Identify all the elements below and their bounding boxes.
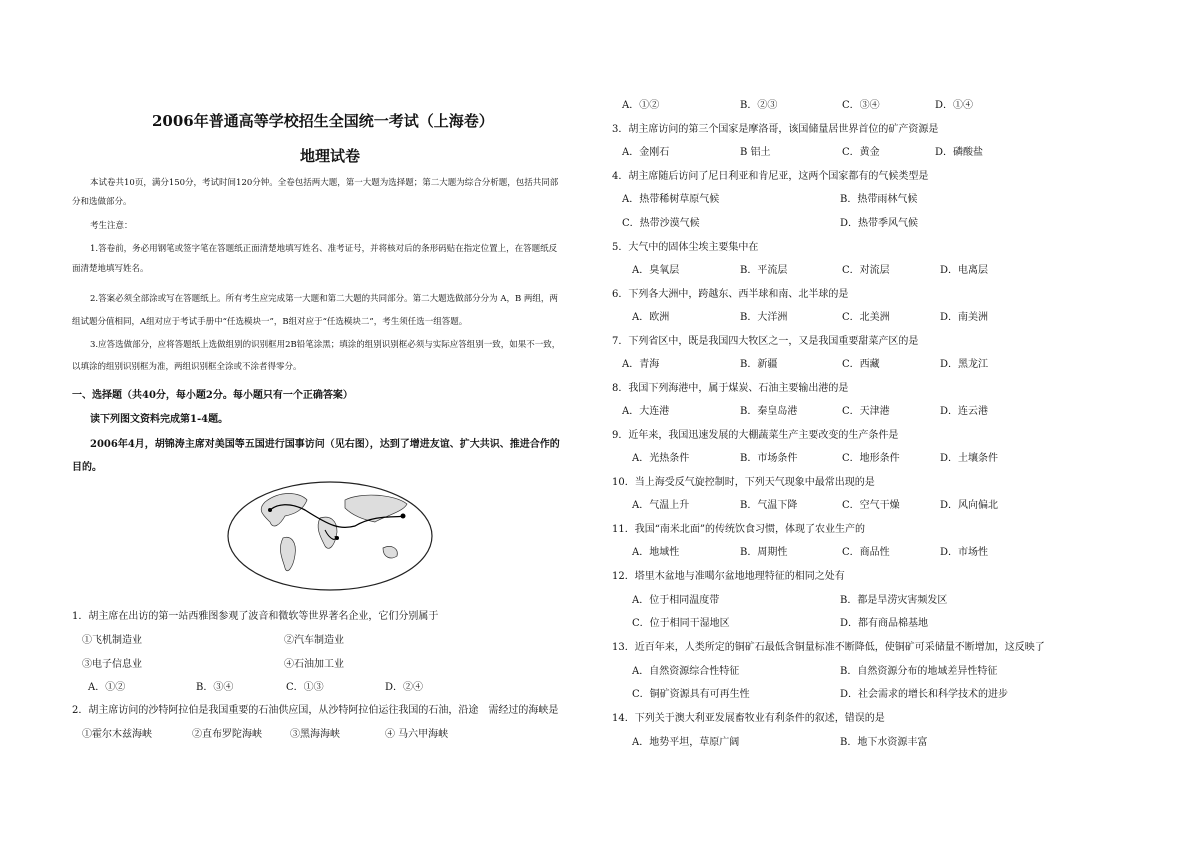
- q13-option-b: B．自然资源分布的地域差异性特征: [840, 666, 998, 677]
- q14-option-a: A．地势平坦，草原广阔: [632, 737, 740, 748]
- story-line-2: 目的。: [72, 462, 102, 473]
- q1-option-c: C．①③: [286, 682, 324, 693]
- question-12: 12．塔里木盆地与准噶尔盆地地理特征的相同之处有: [612, 571, 845, 582]
- q6-option-a: A．欧洲: [632, 312, 670, 323]
- q11-option-a: A．地域性: [632, 547, 680, 558]
- q1-option-b: B．③④: [196, 682, 234, 693]
- q9-option-d: D．土壤条件: [940, 453, 999, 464]
- q8-option-b: B．秦皇岛港: [740, 406, 798, 417]
- note2-line-2: 组试题分值相同，A组对应于考试手册中“任选模块一”，B组对应于“任选模块二”，考生须任选一组答题。: [72, 317, 468, 327]
- q12-option-c: C．位于相同干湿地区: [632, 618, 730, 629]
- question-3: 3．胡主席访问的第三个国家是摩洛哥，该国储量居世界首位的矿产资源是: [612, 124, 939, 135]
- q2-option-b: B．②③: [740, 100, 778, 111]
- q12-option-d: D．都有商品棉基地: [840, 618, 929, 629]
- q11-option-b: B．周期性: [740, 547, 788, 558]
- q7-option-c: C．西藏: [842, 359, 880, 370]
- question-7: 7．下列省区中，既是我国四大牧区之一，又是我国重要甜菜产区的是: [612, 336, 919, 347]
- q1-option-d: D．②④: [385, 682, 424, 693]
- note3-line-2: 以填涂的组别识别框为准，两组识别框全涂或不涂者得零分。: [72, 362, 302, 372]
- q3-option-c: C．黄金: [842, 147, 880, 158]
- q4-option-a: A．热带稀树草原气候: [622, 194, 720, 205]
- q4-option-c: C．热带沙漠气候: [622, 218, 700, 229]
- q2-option-d: D．①④: [935, 100, 974, 111]
- story-line-1: 2006年4月，胡锦涛主席对美国等五国进行国事访问（见右图），达到了增进友谊、扩大共识、推进合作的: [90, 439, 560, 450]
- q11-option-d: D．市场性: [940, 547, 989, 558]
- question-10: 10．当上海受反气旋控制时，下列天气现象中最常出现的是: [612, 477, 875, 488]
- q13-option-d: D．社会需求的增长和科学技术的进步: [840, 689, 1009, 700]
- q5-option-a: A．臭氧层: [632, 265, 680, 276]
- q6-option-c: C．北美洲: [842, 312, 890, 323]
- q5-option-d: D．电离层: [940, 265, 989, 276]
- q5-option-c: C．对流层: [842, 265, 890, 276]
- q2-item-1: ①霍尔木兹海峡: [82, 729, 152, 740]
- q9-option-a: A．光热条件: [632, 453, 690, 464]
- q5-option-b: B．平流层: [740, 265, 788, 276]
- q8-option-d: D．连云港: [940, 406, 989, 417]
- q10-option-d: D．风向偏北: [940, 500, 999, 511]
- question-8: 8．我国下列海港中，属于煤炭、石油主要输出港的是: [612, 383, 849, 394]
- q2-item-4: ④ 马六甲海峡: [385, 729, 449, 740]
- q1-option-a: A．①②: [88, 682, 126, 693]
- q13-option-c: C．铜矿资源具有可再生性: [632, 689, 750, 700]
- intro-line-1: 本试卷共10页，满分150分，考试时间120分钟。全卷包括两大题，第一大题为选择题；第二大题为综合分析题，包括共同部: [90, 178, 559, 188]
- note3-line-1: 3.应答选做部分，应将答题纸上选做组别的识别框用2B铅笔涂黑；填涂的组别识别框必须与实际应答组别一致，如果不一致，: [90, 340, 561, 350]
- note2-line-1: 2.答案必须全部涂或写在答题纸上。所有考生应完成第一大题和第二大题的共同部分。第二大题选做部分分为 A，B 两组，两: [90, 294, 558, 304]
- exam-subtitle: 地理试卷: [300, 147, 361, 165]
- q8-option-c: C．天津港: [842, 406, 890, 417]
- note1-line-2: 面清楚地填写姓名。: [72, 264, 149, 274]
- question-2: 2．胡主席访问的沙特阿拉伯是我国重要的石油供应国，从沙特阿拉伯运往我国的石油，沿途 需经过的海峡是: [72, 705, 559, 716]
- q2-option-c: C．③④: [842, 100, 880, 111]
- q3-option-d: D．磷酸盐: [935, 147, 984, 158]
- q12-option-b: B．都是旱涝灾害频发区: [840, 595, 948, 606]
- world-map-figure: [225, 480, 435, 592]
- q4-option-b: B．热带雨林气候: [840, 194, 918, 205]
- q1-item-3: ③电子信息业: [82, 659, 142, 670]
- q9-option-b: B．市场条件: [740, 453, 798, 464]
- q1-item-4: ④石油加工业: [284, 659, 344, 670]
- q13-option-a: A．自然资源综合性特征: [632, 666, 740, 677]
- q8-option-a: A．大连港: [622, 406, 670, 417]
- question-14: 14．下列关于澳大利亚发展畜牧业有利条件的叙述，错误的是: [612, 713, 885, 724]
- question-13: 13．近百年来，人类所定的铜矿石最低含铜量标准不断降低，使铜矿可采储量不断增加，这反映了: [612, 642, 1045, 653]
- q10-option-b: B．气温下降: [740, 500, 798, 511]
- q1-item-1: ①飞机制造业: [82, 635, 142, 646]
- question-6: 6．下列各大洲中，跨越东、西半球和南、北半球的是: [612, 289, 849, 300]
- q10-option-c: C．空气干燥: [842, 500, 900, 511]
- q2-option-a: A．①②: [622, 100, 660, 111]
- q2-item-2: ②直布罗陀海峡: [192, 729, 262, 740]
- note1-line-1: 1.答卷前，务必用钢笔或签字笔在答题纸正面清楚地填写姓名、准考证号，并将核对后的条形码贴在指定位置上，在答题纸反: [90, 244, 558, 254]
- q1-item-2: ②汽车制造业: [284, 635, 344, 646]
- question-4: 4．胡主席随后访问了尼日利亚和肯尼亚，这两个国家都有的气候类型是: [612, 171, 929, 182]
- q6-option-b: B．大洋洲: [740, 312, 788, 323]
- q2-item-3: ③黑海海峡: [290, 729, 340, 740]
- q4-option-d: D．热带季风气候: [840, 218, 919, 229]
- question-1: 1．胡主席在出访的第一站西雅图参观了波音和微软等世界著名企业，它们分别属于: [72, 611, 439, 622]
- question-11: 11．我国“南米北面”的传统饮食习惯，体现了农业生产的: [612, 524, 865, 535]
- question-5: 5．大气中的固体尘埃主要集中在: [612, 242, 759, 253]
- q10-option-a: A．气温上升: [632, 500, 690, 511]
- read-instruction: 读下列图文资料完成第1-4题。: [90, 414, 229, 425]
- q14-option-b: B．地下水资源丰富: [840, 737, 928, 748]
- q9-option-c: C．地形条件: [842, 453, 900, 464]
- q11-option-c: C．商品性: [842, 547, 890, 558]
- exam-title: 2006年普通高等学校招生全国统一考试（上海卷）: [152, 112, 494, 130]
- q3-option-b: B 铝土: [740, 147, 771, 158]
- notice-heading: 考生注意：: [90, 221, 133, 231]
- q6-option-d: D．南美洲: [940, 312, 989, 323]
- q7-option-d: D．黑龙江: [940, 359, 989, 370]
- intro-line-2: 分和选做部分。: [72, 197, 132, 207]
- q12-option-a: A．位于相同温度带: [632, 595, 720, 606]
- q7-option-b: B．新疆: [740, 359, 778, 370]
- q3-option-a: A．金刚石: [622, 147, 670, 158]
- section-heading: 一、选择题（共40分，每小题2分。每小题只有一个正确答案）: [72, 390, 353, 401]
- q7-option-a: A．青海: [622, 359, 660, 370]
- question-9: 9．近年来，我国迅速发展的大棚蔬菜生产主要改变的生产条件是: [612, 430, 899, 441]
